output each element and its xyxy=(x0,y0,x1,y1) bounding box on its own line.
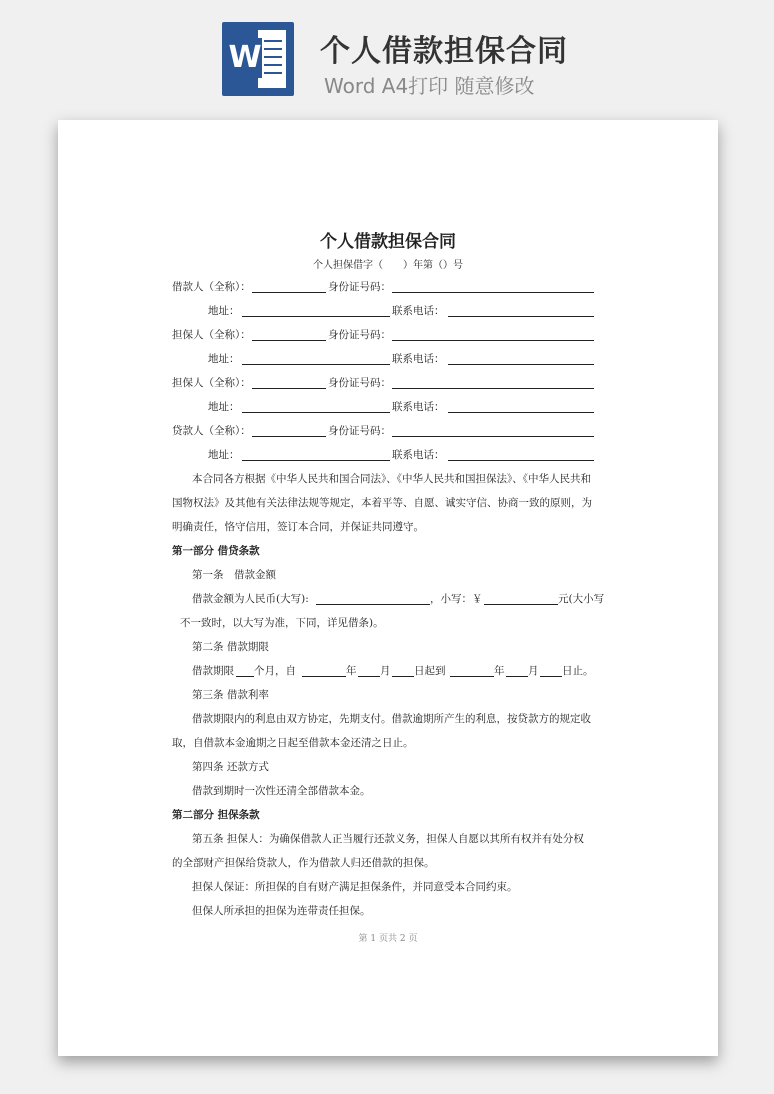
start-month-blank[interactable] xyxy=(358,676,380,677)
page-footer: 第 1 页共 2 页 xyxy=(358,934,418,944)
term-from-label: 个月，自 xyxy=(254,665,296,677)
id-blank[interactable] xyxy=(392,292,594,293)
address-label: 地址： xyxy=(208,305,240,317)
amount-label: 借款金额为人民币(大写): xyxy=(192,593,309,605)
intro-line: 明确责任，恪守信用，签订本合同，并保证共同遵守。 xyxy=(172,521,424,533)
party-row xyxy=(172,328,612,342)
month-label: 月 xyxy=(528,665,539,677)
start-year-blank[interactable] xyxy=(302,676,346,677)
address-row xyxy=(172,352,612,366)
address-blank[interactable] xyxy=(242,316,390,317)
name-blank[interactable] xyxy=(252,388,326,389)
address-label: 地址： xyxy=(208,449,240,461)
banner-subtitle: Word A4打印 随意修改 xyxy=(324,74,535,98)
amount-words-blank[interactable] xyxy=(316,604,430,605)
address-row xyxy=(172,448,612,462)
id-blank[interactable] xyxy=(392,436,594,437)
id-blank[interactable] xyxy=(392,340,594,341)
month-label: 月 xyxy=(380,665,391,677)
article-title: 第一条 借款金额 xyxy=(192,569,276,581)
address-blank[interactable] xyxy=(242,412,390,413)
party-row xyxy=(172,376,612,390)
article-title: 第四条 还款方式 xyxy=(192,761,269,773)
id-label: 身份证号码： xyxy=(328,425,391,437)
party-row xyxy=(172,280,612,294)
party-role-label: 担保人（全称）： xyxy=(172,329,251,341)
name-blank[interactable] xyxy=(252,292,326,293)
phone-label: 联系电话： xyxy=(392,353,445,365)
intro-line: 国物权法》及其他有关法律法规等规定，本着平等、自愿、诚实守信、协商一致的原则，为 xyxy=(172,497,592,509)
header-banner xyxy=(0,0,774,118)
end-year-blank[interactable] xyxy=(450,676,494,677)
article-text: 第五条 担保人：为确保借款人正当履行还款义务，担保人自愿以其所有权并有处分权 xyxy=(192,833,584,845)
banner-title: 个人借款担保合同 xyxy=(320,34,568,69)
address-blank[interactable] xyxy=(242,364,390,365)
intro-line: 本合同各方根据《中华人民共和国合同法》、《中华人民共和国担保法》、《中华人民共和 xyxy=(192,473,591,485)
name-blank[interactable] xyxy=(252,340,326,341)
phone-label: 联系电话： xyxy=(392,449,445,461)
article-title: 第三条 借款利率 xyxy=(192,689,269,701)
phone-blank[interactable] xyxy=(448,460,594,461)
part-heading: 第一部分 借贷条款 xyxy=(172,545,260,557)
phone-blank[interactable] xyxy=(448,364,594,365)
address-label: 地址： xyxy=(208,353,240,365)
document-title: 个人借款担保合同 xyxy=(320,232,456,252)
article-text: 取，自借款本金逾期之日起至借款本金还清之日止。 xyxy=(172,737,414,749)
year-label: 年 xyxy=(494,665,505,677)
id-label: 身份证号码： xyxy=(328,329,391,341)
amount-note: 不一致时，以大写为准，下同，详见借条)。 xyxy=(180,617,384,629)
phone-blank[interactable] xyxy=(448,316,594,317)
article-title: 第二条 借款期限 xyxy=(192,641,269,653)
amount-row xyxy=(172,592,612,606)
article-text: 借款期限内的利息由双方协定，先期支付。借款逾期所产生的利息，按贷款方的规定收 xyxy=(192,713,591,725)
address-row xyxy=(172,400,612,414)
article-text: 的全部财产担保给贷款人，作为借款人归还借款的担保。 xyxy=(172,857,435,869)
article-text: 担保人保证：所担保的自有财产满足担保条件，并同意受本合同约束。 xyxy=(192,881,518,893)
party-role-label: 贷款人（全称）： xyxy=(172,425,251,437)
id-label: 身份证号码： xyxy=(328,281,391,293)
phone-blank[interactable] xyxy=(448,412,594,413)
id-label: 身份证号码： xyxy=(328,377,391,389)
part-heading: 第二部分 担保条款 xyxy=(172,809,260,821)
term-to-label: 日起到 xyxy=(414,665,446,677)
term-end-label: 日止。 xyxy=(562,665,594,677)
term-label: 借款期限 xyxy=(192,665,234,677)
document-number: 个人担保借字（ ）年第（）号 xyxy=(313,260,463,271)
amount-figures-label: ，小写：￥ xyxy=(430,593,483,605)
party-role-label: 借款人（全称）： xyxy=(172,281,251,293)
id-blank[interactable] xyxy=(392,388,594,389)
term-row xyxy=(172,664,612,678)
address-label: 地址： xyxy=(208,401,240,413)
document-page xyxy=(58,120,718,1056)
word-page-shape xyxy=(258,30,286,88)
end-day-blank[interactable] xyxy=(540,676,562,677)
amount-figures-blank[interactable] xyxy=(484,604,558,605)
year-label: 年 xyxy=(346,665,357,677)
article-text: 借款到期时一次性还清全部借款本金。 xyxy=(192,785,371,797)
phone-label: 联系电话： xyxy=(392,305,445,317)
end-month-blank[interactable] xyxy=(506,676,528,677)
amount-unit-label: 元(大小写 xyxy=(558,593,605,605)
word-app-icon xyxy=(222,22,294,96)
name-blank[interactable] xyxy=(252,436,326,437)
article-text: 但保人所承担的担保为连带责任担保。 xyxy=(192,905,371,917)
address-row xyxy=(172,304,612,318)
address-blank[interactable] xyxy=(242,460,390,461)
start-day-blank[interactable] xyxy=(392,676,414,677)
party-role-label: 担保人（全称）： xyxy=(172,377,251,389)
party-row xyxy=(172,424,612,438)
word-letter: W xyxy=(228,38,262,78)
phone-label: 联系电话： xyxy=(392,401,445,413)
months-blank[interactable] xyxy=(236,676,254,677)
